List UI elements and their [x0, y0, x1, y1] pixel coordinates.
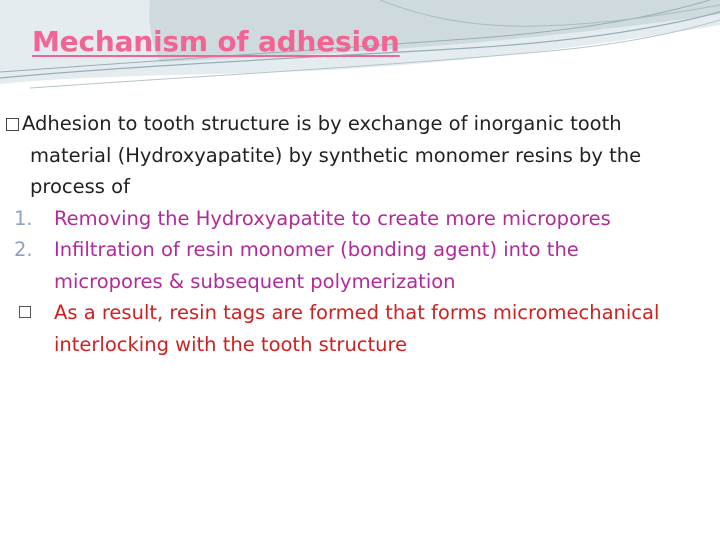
intro-paragraph	[6, 108, 711, 203]
list-number-2: 2.	[14, 238, 33, 261]
result-line-1-text: As a result, resin tags are formed that forms micromechanical	[54, 301, 660, 324]
list-number-1: 1.	[14, 206, 33, 230]
result-line-2: interlocking with the tooth structure	[54, 332, 408, 356]
slide-body	[6, 108, 711, 360]
list-item-2	[6, 234, 711, 266]
intro-line-3: process of	[30, 175, 130, 198]
intro-line-1	[6, 108, 711, 140]
result-line-1	[6, 297, 711, 329]
numbered-list	[6, 203, 711, 298]
list-item-2-continuation: micropores & subsequent polymerization	[54, 269, 456, 293]
intro-line-1-text: Adhesion to tooth structure is by exchange of inorganic tooth	[22, 112, 622, 135]
slide-title: Mechanism of adhesion	[32, 25, 400, 58]
list-item-2-text-line-1: Infiltration of resin monomer (bonding agent) into the	[54, 238, 579, 261]
checkbox-bullet-icon	[19, 306, 31, 318]
list-item-1	[6, 203, 711, 235]
list-item-1-text: Removing the Hydroxyapatite to create more micropores	[54, 206, 611, 230]
checkbox-bullet-icon	[6, 118, 19, 131]
intro-line-2: material (Hydroxyapatite) by synthetic monomer resins by the	[30, 143, 642, 167]
result-paragraph	[6, 297, 711, 360]
